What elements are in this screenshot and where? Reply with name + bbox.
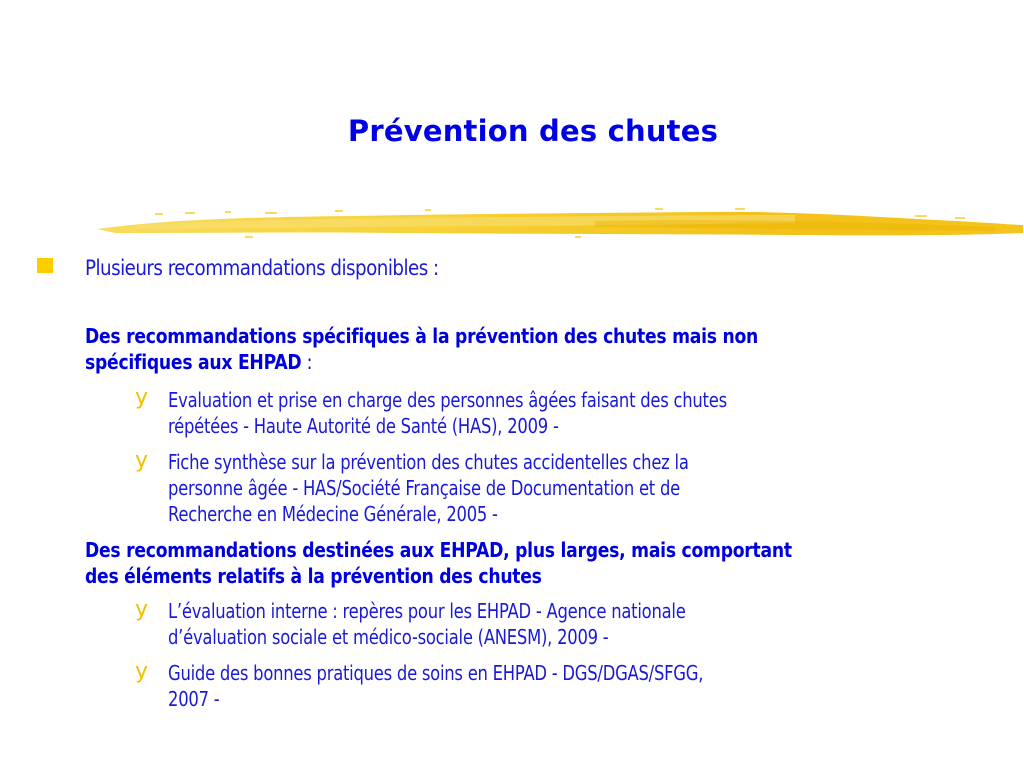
y-bullet-icon: y xyxy=(135,448,149,473)
list-item-line: répétées - Haute Autorité de Santé (HAS), 2009 - xyxy=(168,414,559,438)
y-bullet-icon: y xyxy=(135,659,149,684)
list-item xyxy=(168,449,689,527)
main-bullet-text: Plusieurs recommandations disponibles : xyxy=(85,256,439,280)
list-item-line: Recherche en Médecine Générale, 2005 - xyxy=(168,502,498,526)
y-bullet-icon: y xyxy=(135,597,149,622)
list-item-line: L’évaluation interne : repères pour les EHPAD - Agence nationale xyxy=(168,599,686,623)
section-2-heading-bold: des éléments relatifs à la prévention des chutes xyxy=(85,564,542,588)
list-item-line: Guide des bonnes pratiques de soins en EHPAD - DGS/DGAS/SFGG, xyxy=(168,661,704,685)
section-1-heading-colon: : xyxy=(301,350,313,374)
slide-title: Prévention des chutes xyxy=(347,114,719,148)
list-item-line: Fiche synthèse sur la prévention des chutes accidentelles chez la xyxy=(168,450,689,474)
section-1-heading xyxy=(85,323,758,375)
square-bullet-icon xyxy=(37,258,53,273)
section-1-heading-line-1: Des recommandations spécifiques à la prévention des chutes mais non xyxy=(85,324,759,348)
section-2-heading xyxy=(85,537,792,589)
list-item xyxy=(168,387,727,439)
list-item-line: personne âgée - HAS/Société Française de Documentation et de xyxy=(168,476,680,500)
section-1-heading-line-2 xyxy=(85,349,758,375)
section-1-heading-bold: spécifiques aux EHPAD xyxy=(85,350,302,374)
brush-stroke-divider xyxy=(95,203,1024,245)
section-2-heading-line-2 xyxy=(85,563,792,589)
y-bullet-icon: y xyxy=(135,385,149,410)
list-item xyxy=(168,660,703,712)
list-item-line: Evaluation et prise en charge des personnes âgées faisant des chutes xyxy=(168,388,727,412)
section-2-heading-line-1: Des recommandations destinées aux EHPAD, plus larges, mais comportant xyxy=(85,538,792,562)
list-item-line: 2007 - xyxy=(168,687,220,711)
list-item xyxy=(168,598,686,650)
list-item-line: d’évaluation sociale et médico-sociale (ANESM), 2009 - xyxy=(168,625,609,649)
